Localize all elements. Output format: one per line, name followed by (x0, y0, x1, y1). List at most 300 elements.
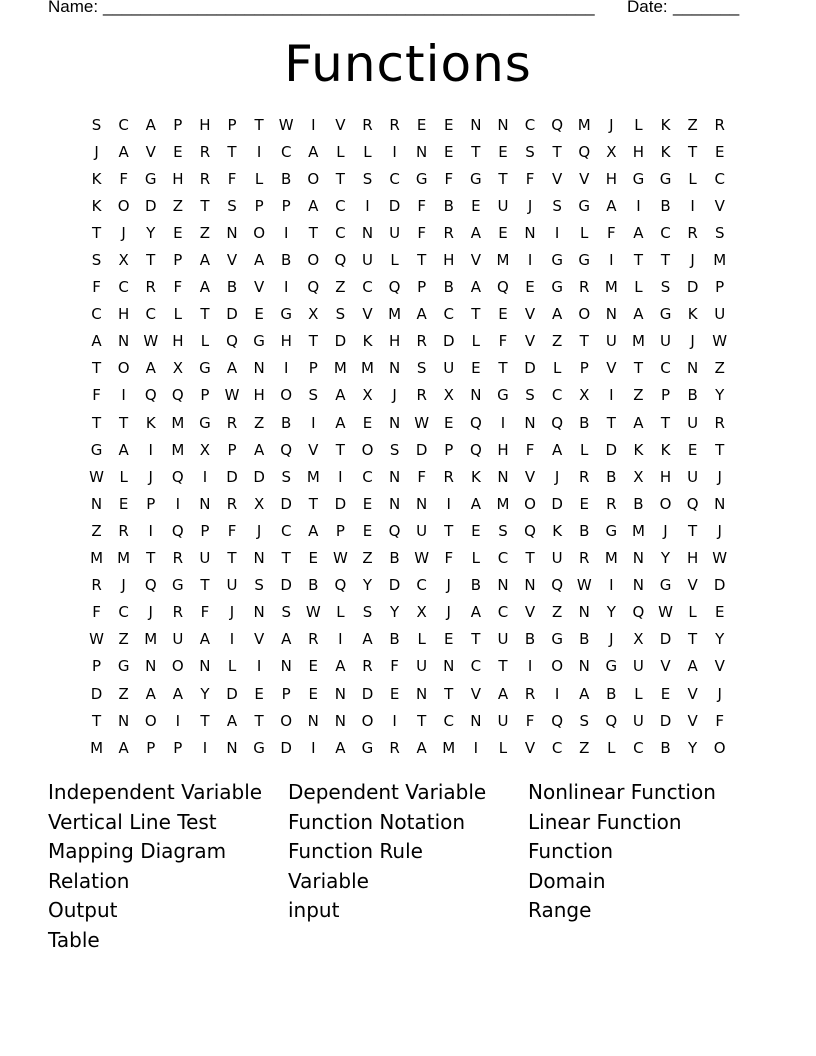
grid-letter: B (579, 521, 590, 540)
grid-letter: O (578, 305, 591, 324)
grid-row (83, 355, 745, 382)
grid-letter: D (605, 440, 618, 459)
grid-letter: A (308, 196, 319, 215)
grid-letter: B (579, 630, 590, 649)
grid-letter: X (416, 603, 427, 622)
grid-row (83, 517, 745, 544)
grid-letter: A (606, 196, 617, 215)
word-bank-item: Range (528, 898, 592, 923)
grid-letter: I (609, 576, 614, 595)
grid-letter: T (688, 142, 698, 161)
grid-letter: C (335, 223, 346, 242)
grid-letter: Q (578, 142, 591, 161)
grid-letter: L (363, 142, 372, 161)
grid-letter: R (389, 738, 400, 757)
date-label: Date: (627, 0, 668, 16)
grid-letter: V (145, 142, 156, 161)
grid-letter: A (226, 359, 238, 378)
grid-letter: K (91, 196, 102, 215)
grid-letter: E (308, 549, 319, 568)
grid-letter: H (172, 169, 184, 188)
grid-letter: F (715, 711, 725, 730)
grid-letter: R (199, 169, 211, 188)
grid-letter: L (471, 332, 481, 351)
grid-letter: B (443, 278, 454, 297)
grid-letter: B (389, 630, 400, 649)
grid-letter: B (470, 576, 481, 595)
grid-letter: S (525, 386, 535, 405)
grid-letter: G (470, 169, 482, 188)
grid-letter: D (713, 576, 726, 595)
grid-letter: U (199, 549, 211, 568)
grid-letter: Z (552, 332, 563, 351)
grid-letter: I (338, 467, 343, 486)
grid-letter: T (417, 251, 427, 270)
grid-row (83, 138, 745, 165)
grid-letter: P (281, 684, 291, 703)
grid-letter: M (631, 332, 645, 351)
grid-letter: R (443, 223, 454, 242)
grid-letter: P (227, 115, 237, 134)
grid-letter: M (171, 413, 185, 432)
grid-letter: U (172, 630, 184, 649)
word-bank (48, 778, 788, 956)
grid-letter: T (552, 142, 562, 161)
grid-letter: J (717, 521, 722, 540)
grid-letter: G (172, 576, 184, 595)
grid-letter: Z (199, 223, 211, 242)
grid-letter: A (470, 278, 481, 297)
grid-letter: M (388, 305, 402, 324)
grid-letter: I (202, 467, 208, 486)
grid-row (83, 545, 745, 572)
grid-letter: C (118, 115, 129, 134)
grid-letter: O (280, 386, 293, 405)
grid-letter: E (254, 305, 264, 324)
grid-letter: G (632, 169, 645, 188)
grid-letter: H (253, 386, 265, 405)
grid-letter: A (470, 603, 481, 622)
grid-row (83, 599, 745, 626)
grid-letter: E (498, 223, 508, 242)
grid-letter: O (524, 494, 536, 513)
grid-row (83, 409, 745, 436)
grid-letter: C (389, 169, 400, 188)
grid-letter: A (226, 711, 238, 730)
grid-letter: A (633, 413, 644, 432)
grid-letter: P (200, 521, 210, 540)
grid-letter: A (199, 278, 211, 297)
grid-letter: A (308, 142, 319, 161)
grid-letter: N (443, 657, 455, 676)
grid-letter: U (389, 223, 401, 242)
grid-letter: N (497, 115, 509, 134)
grid-letter: W (143, 332, 159, 351)
grid-letter: N (253, 603, 265, 622)
grid-letter: U (497, 630, 509, 649)
grid-letter: V (606, 359, 617, 378)
grid-letter: Z (335, 278, 346, 297)
grid-letter: K (552, 521, 563, 540)
grid-letter: I (311, 413, 316, 432)
grid-letter: N (388, 494, 401, 513)
grid-letter: L (471, 549, 481, 568)
grid-letter: S (362, 169, 373, 188)
word-bank-item: Relation (48, 868, 130, 893)
grid-letter: X (118, 251, 129, 270)
grid-letter: G (578, 196, 591, 215)
grid-letter: Z (552, 603, 563, 622)
grid-letter: A (552, 305, 563, 324)
grid-letter: W (278, 115, 294, 134)
grid-letter: D (388, 196, 401, 215)
grid-row (83, 463, 745, 490)
grid-letter: F (417, 196, 426, 215)
grid-letter: Q (171, 386, 184, 405)
grid-letter: G (605, 657, 618, 676)
grid-letter: X (606, 142, 617, 161)
grid-letter: T (417, 711, 427, 730)
grid-letter: N (118, 332, 130, 351)
grid-letter: F (227, 521, 237, 540)
grid-letter: C (118, 603, 129, 622)
grid-letter: X (579, 386, 590, 405)
grid-letter: T (688, 521, 698, 540)
grid-letter: B (389, 549, 400, 568)
grid-letter: V (335, 115, 346, 134)
grid-letter: G (90, 440, 103, 459)
grid-letter: L (417, 630, 426, 649)
grid-letter: Y (146, 223, 156, 242)
grid-letter: V (524, 332, 536, 351)
grid-letter: J (148, 603, 153, 622)
grid-letter: I (202, 738, 208, 757)
grid-letter: H (605, 169, 617, 188)
grid-letter: N (632, 576, 645, 595)
grid-letter: T (471, 630, 481, 649)
grid-letter: R (579, 278, 590, 297)
grid-letter: O (280, 711, 293, 730)
grid-letter: D (253, 467, 265, 486)
grid-letter: H (686, 549, 699, 568)
grid-letter: L (634, 115, 643, 134)
grid-letter: A (633, 305, 644, 324)
grid-letter: X (633, 630, 644, 649)
grid-letter: F (390, 657, 399, 676)
grid-letter: R (226, 413, 238, 432)
grid-letter: O (117, 359, 130, 378)
grid-row (83, 382, 745, 409)
grid-letter: H (659, 467, 672, 486)
grid-letter: T (91, 711, 102, 730)
grid-letter: F (417, 467, 426, 486)
grid-row (83, 680, 745, 707)
grid-letter: I (392, 711, 397, 730)
grid-letter: N (199, 494, 211, 513)
grid-letter: I (338, 630, 343, 649)
grid-letter: R (118, 521, 129, 540)
grid-letter: E (444, 630, 454, 649)
grid-letter: T (444, 521, 454, 540)
grid-letter: C (280, 521, 292, 540)
grid-letter: X (199, 440, 211, 459)
grid-letter: C (145, 305, 156, 324)
grid-letter: E (444, 413, 454, 432)
grid-letter: Q (307, 278, 320, 297)
grid-letter: R (172, 549, 184, 568)
grid-letter: E (362, 521, 373, 540)
grid-letter: D (686, 278, 699, 297)
grid-letter: I (527, 657, 533, 676)
grid-letter: I (554, 223, 560, 242)
grid-letter: Q (686, 494, 699, 513)
grid-letter: P (92, 657, 102, 676)
grid-letter: E (714, 142, 725, 161)
grid-row (83, 301, 745, 328)
grid-letter: I (229, 630, 235, 649)
word-bank-item: Function Rule (288, 839, 423, 864)
grid-letter: P (715, 278, 725, 297)
grid-letter: G (144, 169, 157, 188)
grid-letter: A (199, 630, 211, 649)
grid-letter: Q (280, 440, 293, 459)
grid-letter: H (280, 332, 292, 351)
grid-row (83, 436, 745, 463)
grid-letter: R (389, 115, 400, 134)
grid-letter: C (335, 196, 346, 215)
grid-letter: F (92, 603, 101, 622)
grid-letter: Q (334, 251, 347, 270)
grid-letter: Q (171, 467, 184, 486)
grid-letter: T (688, 630, 698, 649)
grid-letter: T (660, 413, 671, 432)
grid-letter: B (606, 467, 617, 486)
grid-letter: N (199, 657, 211, 676)
grid-letter: F (525, 169, 535, 188)
grid-letter: N (226, 738, 238, 757)
grid-letter: J (717, 467, 722, 486)
grid-letter: X (443, 386, 454, 405)
grid-letter: E (471, 196, 481, 215)
grid-letter: T (471, 142, 481, 161)
grid-letter: I (283, 278, 289, 297)
grid-letter: J (229, 603, 235, 622)
grid-letter: D (442, 332, 455, 351)
grid-letter: R (145, 278, 156, 297)
grid-letter: U (416, 521, 428, 540)
grid-letter: J (148, 467, 153, 486)
grid-letter: Y (715, 630, 725, 649)
grid-letter: A (362, 630, 373, 649)
grid-letter: C (660, 359, 671, 378)
grid-letter: Y (362, 576, 373, 595)
grid-letter: W (576, 576, 592, 595)
grid-letter: H (443, 251, 455, 270)
grid-letter: D (388, 576, 401, 595)
grid-letter: J (609, 115, 614, 134)
grid-letter: C (524, 115, 536, 134)
grid-letter: E (308, 657, 319, 676)
grid-letter: C (714, 169, 725, 188)
grid-letter: O (144, 711, 157, 730)
grid-letter: M (333, 359, 347, 378)
grid-letter: N (632, 549, 645, 568)
grid-letter: V (687, 711, 698, 730)
grid-letter: G (659, 169, 672, 188)
grid-letter: T (498, 169, 508, 188)
grid-letter: A (335, 657, 346, 676)
grid-letter: I (609, 386, 614, 405)
grid-letter: N (388, 467, 401, 486)
grid-letter: F (498, 332, 508, 351)
grid-letter: T (200, 711, 210, 730)
grid-letter: V (524, 305, 536, 324)
grid-letter: U (226, 576, 238, 595)
grid-letter: L (607, 738, 616, 757)
grid-letter: T (200, 576, 210, 595)
grid-letter: T (91, 359, 102, 378)
grid-letter: C (280, 142, 292, 161)
grid-letter: A (579, 684, 590, 703)
grid-letter: Q (632, 603, 645, 622)
grid-letter: N (334, 711, 346, 730)
grid-letter: A (145, 359, 156, 378)
grid-letter: G (253, 738, 265, 757)
grid-letter: W (712, 549, 728, 568)
grid-letter: C (91, 305, 102, 324)
grid-letter: E (362, 494, 373, 513)
grid-row (83, 734, 745, 761)
grid-letter: S (389, 440, 400, 459)
grid-letter: W (332, 549, 348, 568)
grid-letter: S (281, 467, 291, 486)
grid-letter: O (361, 440, 374, 459)
grid-row (83, 111, 745, 138)
grid-letter: Y (715, 386, 725, 405)
grid-letter: Q (171, 521, 184, 540)
grid-letter: A (308, 521, 319, 540)
grid-letter: G (551, 251, 563, 270)
grid-letter: E (308, 684, 319, 703)
grid-letter: E (173, 223, 183, 242)
grid-letter: U (660, 332, 671, 351)
grid-letter: P (146, 494, 156, 513)
grid-letter: B (660, 738, 671, 757)
grid-letter: G (605, 521, 618, 540)
grid-letter: V (524, 603, 536, 622)
grid-letter: G (199, 359, 211, 378)
grid-letter: B (687, 386, 698, 405)
grid-letter: T (91, 223, 102, 242)
grid-letter: J (446, 603, 451, 622)
grid-letter: M (361, 359, 374, 378)
grid-letter: I (609, 251, 614, 270)
grid-letter: A (253, 440, 265, 459)
grid-letter: U (497, 711, 509, 730)
grid-letter: A (416, 305, 427, 324)
grid-letter: K (91, 169, 102, 188)
grid-letter: B (308, 576, 319, 595)
grid-letter: U (687, 467, 699, 486)
grid-row (83, 572, 745, 599)
grid-letter: Q (144, 576, 157, 595)
grid-letter: E (498, 142, 508, 161)
grid-letter: M (90, 549, 104, 568)
grid-letter: G (117, 657, 130, 676)
grid-letter: G (199, 413, 211, 432)
grid-letter: K (470, 467, 481, 486)
grid-letter: I (283, 359, 289, 378)
grid-letter: W (414, 413, 430, 432)
grid-letter: Q (388, 521, 401, 540)
grid-letter: L (119, 467, 128, 486)
grid-letter: Z (118, 684, 129, 703)
grid-letter: N (388, 359, 401, 378)
grid-letter: S (660, 278, 671, 297)
word-bank-item: Function (528, 839, 614, 864)
grid-letter: O (307, 169, 320, 188)
grid-letter: C (362, 467, 373, 486)
grid-letter: X (253, 494, 265, 513)
grid-letter: N (470, 711, 482, 730)
grid-letter: Q (388, 278, 401, 297)
grid-letter: M (631, 521, 645, 540)
grid-letter: C (551, 738, 563, 757)
grid-letter: C (470, 657, 482, 676)
grid-letter: Y (688, 738, 698, 757)
grid-letter: J (554, 467, 560, 486)
grid-letter: I (527, 251, 533, 270)
grid-letter: R (362, 657, 373, 676)
grid-letter: T (525, 549, 535, 568)
grid-letter: V (524, 467, 536, 486)
grid-row (83, 328, 745, 355)
grid-letter: N (226, 223, 238, 242)
word-bank-item: Linear Function (528, 809, 682, 834)
grid-letter: V (524, 738, 536, 757)
grid-letter: M (577, 115, 591, 134)
grid-letter: R (416, 332, 427, 351)
grid-letter: L (227, 657, 237, 676)
grid-letter: F (525, 440, 535, 459)
grid-letter: R (687, 223, 698, 242)
grid-letter: P (444, 440, 454, 459)
grid-letter: C (443, 305, 454, 324)
grid-letter: S (91, 115, 102, 134)
date-blank-line: _______ (673, 0, 740, 16)
grid-letter: D (551, 494, 563, 513)
grid-letter: I (175, 494, 181, 513)
grid-letter: V (253, 278, 265, 297)
grid-letter: O (659, 494, 672, 513)
grid-letter: U (714, 305, 726, 324)
grid-letter: N (361, 223, 374, 242)
grid-letter: C (633, 738, 644, 757)
grid-letter: J (446, 576, 451, 595)
grid-letter: M (306, 467, 320, 486)
grid-letter: D (90, 684, 103, 703)
grid-letter: M (496, 494, 510, 513)
grid-letter: A (118, 738, 129, 757)
grid-letter: E (389, 684, 400, 703)
grid-letter: A (335, 738, 346, 757)
grid-letter: Q (469, 413, 482, 432)
grid-letter: C (551, 386, 563, 405)
grid-letter: E (714, 603, 725, 622)
grid-letter: N (497, 576, 509, 595)
grid-letter: U (416, 657, 428, 676)
grid-letter: W (89, 467, 104, 486)
